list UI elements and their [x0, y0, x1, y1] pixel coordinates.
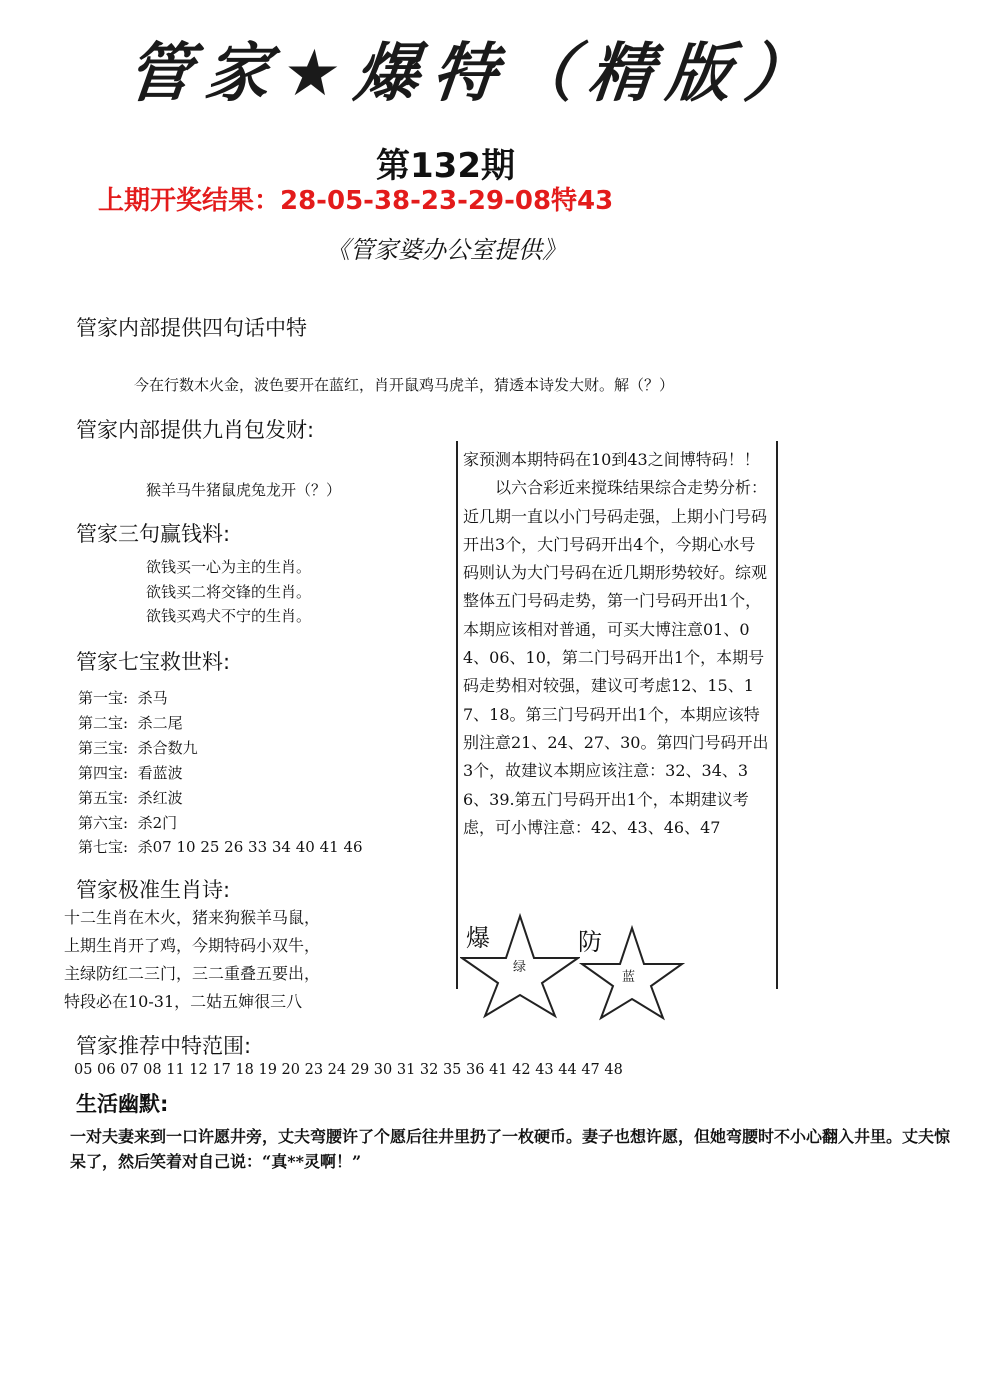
poem-line: 特段必在10-31，二姑五婶很三八 — [64, 992, 303, 1011]
masthead-title: 管家★爆特（精版） — [123, 37, 827, 111]
section-nine-zodiac-text: 猴羊马牛猪鼠虎兔龙开（？） — [146, 481, 342, 499]
section-three-sentences-line: 欲钱买鸡犬不宁的生肖。 — [146, 607, 312, 625]
recommend-numbers: 05 06 07 08 11 12 17 18 19 20 23 24 29 30 31 32 35 36 41 42 43 44 47 48 — [74, 1062, 623, 1078]
last-result: 上期开奖结果：28-05-38-23-29-08特43 — [98, 186, 614, 216]
treasure-label: 第四宝: — [78, 764, 129, 782]
prediction-column — [463, 446, 769, 842]
treasure-value: 杀合数九 — [137, 739, 198, 757]
treasure-value: 杀红波 — [137, 789, 183, 807]
treasure-value: 杀二尾 — [137, 714, 183, 732]
prediction-paragraph: 家预测本期特码在10到43之间博特码！！ — [463, 450, 760, 469]
poem-line: 主绿防红二三门，三二重叠五要出， — [64, 964, 321, 983]
treasure-label: 第七宝: — [78, 838, 129, 856]
treasure-value: 杀马 — [137, 689, 168, 707]
treasure-item — [78, 736, 198, 761]
section-four-sentences-heading: 管家内部提供四句话中特 — [76, 316, 307, 340]
issue-number: 第132期 — [376, 146, 515, 186]
section-three-sentences-line: 欲钱买一心为主的生肖。 — [146, 558, 312, 576]
star-left-inner: 绿 — [513, 960, 527, 975]
treasure-label: 第三宝: — [78, 739, 129, 757]
treasure-item — [78, 761, 183, 786]
treasure-label: 第二宝: — [78, 714, 129, 732]
treasure-item — [78, 711, 183, 736]
section-nine-zodiac-heading: 管家内部提供九肖包发财: — [76, 418, 315, 442]
section-zodiac-poem-heading: 管家极准生肖诗: — [76, 878, 231, 902]
treasure-item — [78, 835, 363, 860]
section-three-sentences-line: 欲钱买二将交锋的生肖。 — [146, 583, 312, 601]
treasure-value: 杀07 10 25 26 33 34 40 41 46 — [137, 838, 363, 856]
treasure-item — [78, 786, 183, 811]
treasure-label: 第六宝: — [78, 814, 129, 832]
poem-line: 十二生肖在木火，猪来狗猴羊马鼠， — [64, 908, 321, 927]
treasure-label: 第五宝: — [78, 789, 129, 807]
provider-line: 《管家婆办公室提供》 — [326, 236, 566, 264]
star-right-inner: 蓝 — [622, 970, 636, 985]
section-recommend-range-heading: 管家推荐中特范围: — [76, 1034, 252, 1058]
section-three-sentences-heading: 管家三句赢钱料: — [76, 522, 231, 546]
star-left-label: 爆 — [466, 924, 490, 952]
treasure-label: 第一宝: — [78, 689, 129, 707]
treasure-value: 杀2门 — [137, 814, 178, 832]
treasure-item — [78, 811, 177, 836]
section-seven-treasures-heading: 管家七宝救世料: — [76, 650, 231, 674]
treasure-item — [78, 686, 168, 711]
section-humor-heading: 生活幽默: — [76, 1092, 169, 1116]
humor-text: 一对夫妻来到一口许愿井旁，丈夫弯腰许了个愿后往井里扔了一枚硬币。妻子也想许愿，但她弯腰时不小心翻入井里。丈夫惊呆了，然后笑着对自己说：“真**灵啊！” — [70, 1127, 951, 1171]
treasure-value: 看蓝波 — [137, 764, 183, 782]
prediction-paragraph: 以六合彩近来搅珠结果综合走势分析：近几期一直以小门号码走强，上期小门号码开出3个，大门号码开出4个，今期心水号码则认为大门号码在近几期形势较好。综观整体五门号码走势，第一门号码开出1个，本期应该相对普通，可买大博注意01、04、06、10，第二门号码开出1个，本期号码走势相对较强，建议可考虑12、15、17、18。第三门号码开出1个，本期应该特别注意21、24、27、30。第四门号码开出3个，故建议本期应该注意：32、34、36、39.第五门号码开出1个，本期建议考虑，可小博注意：42、43、46、47 — [463, 478, 769, 837]
section-four-sentences-text: 今在行数木火金，波色要开在蓝红，肖开鼠鸡马虎羊，猜透本诗发大财。解（？） — [134, 376, 675, 394]
poem-line: 上期生肖开了鸡，今期特码小双牛， — [64, 936, 321, 955]
star-right-label: 防 — [578, 928, 602, 956]
